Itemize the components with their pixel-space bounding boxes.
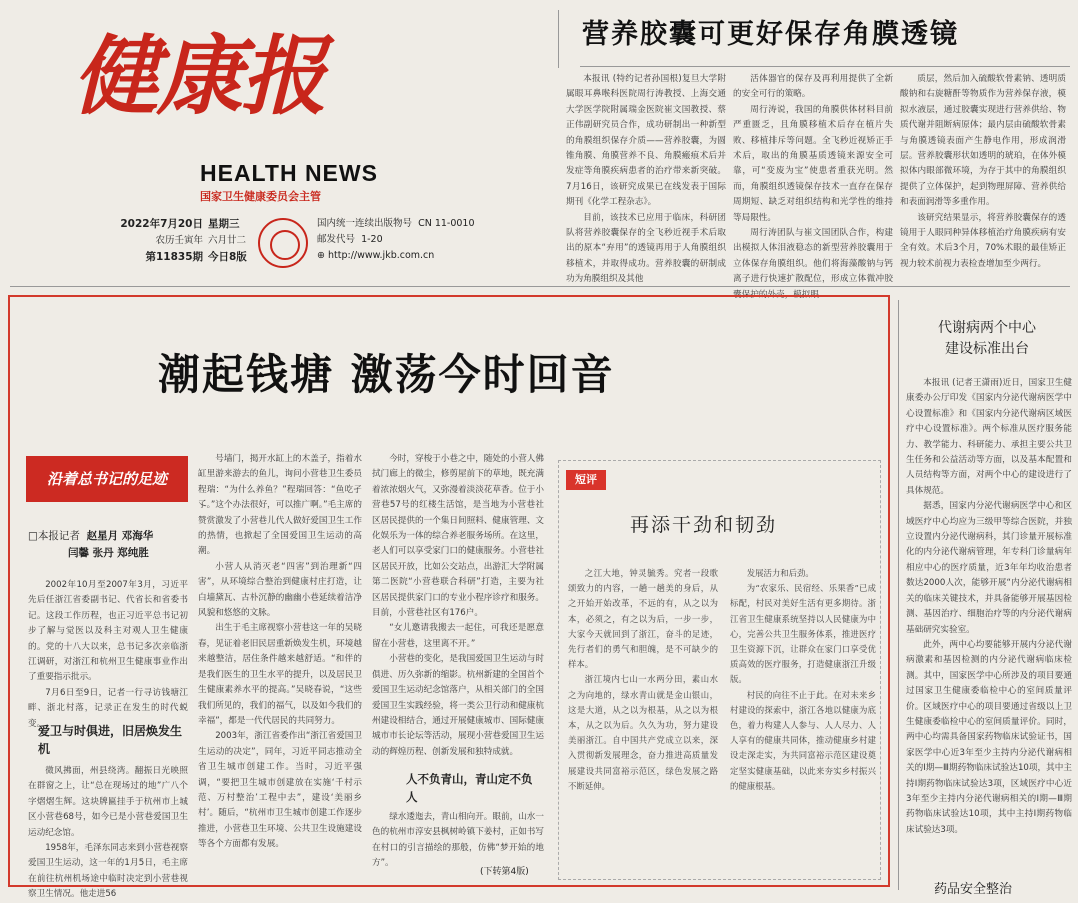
top-article-column-1: 本报讯 (特约记者孙国根)复旦大学附属眼耳鼻喉科医院周行涛教授、上海交通大学医学院附属瑞金医院崔文国教授、蔡正伟副研究员合作，成功研制出一种新型的角膜组织保存介质——营养胶囊，为圆锥角膜、角膜营养不良、角膜瘢痕术后并发症等角膜疾病患者的治疗带来新突破。7月16日，该研究成果已在线发表于国际期刊《化学工程杂志》。 目前，该技术已应用于临床，科研团队将营养胶囊保存的全飞秒近视手术后取出的原本“弃用”的透镜再用于人角膜组织移植术，并取得成功。营养胶囊的研制成功为角膜组织及其他 — [566, 74, 726, 285]
main-column-2: 号墙门，揭开水缸上的木盖子，指着水缸里游来游去的鱼儿，询问小营巷卫生委员程瑞：“为什么养鱼？”程瑞回答：“鱼吃孑孓。”这个办法很好，可以推广啊。”毛主席的赞赏激发了小营巷儿代人做好爱国卫生工作的热情，也掀起了全国爱国卫生运动的高潮。 小营人从消灭老“四害”到治理新“四害”，从环境综合整治到健康村庄打造，让白墙黛瓦、古朴沉静的幽幽小巷延续着洁净风貌和悠悠的文脉。 出生于毛主席视察小营巷这一年的吴晓春，见证着老旧民居重新焕发生机，环境越来越整洁，居住条件越来越舒适。“和伴的是我们医生的卫生水平的提升，以及居民卫生健康素养水平的提高。”吴晓春说，“这些我们所见的，我们的福气，以及如今我们的幸福”，都是一代代居民的共同努力。 2003年，浙江省委作出“浙江省爱国卫生运动的决定”，同年，习近平同志推动全省卫生城市创建工作。当时，习近平强调，“要把卫生城市创建放在实施‘千村示范、万村整治’工程中去”，建设‘美丽乡村’。随后，“杭州市卫生城市创建工作逐步推进，小营巷卫生环境、公共卫生设施建设等各个方面都有发展。 — [198, 454, 362, 850]
section-banner: 沿着总书记的足迹 — [26, 456, 188, 502]
postal-code: 1-20 — [361, 234, 383, 245]
main-column-3-lower: 绿水逶迤去，青山相向开。眼前，山水一色的杭州市淳安县枫树岭镇下姜村，正如书写在村口的引言描绘的那般，仿佛“梦开始的地方”。 — [372, 812, 544, 869]
publication-info: 国内统一连续出版物号 CN 11-0010 邮发代号 1-20 ⊕ http://www.jkb.com.cn — [317, 218, 475, 261]
serial-number: CN 11-0010 — [418, 218, 475, 229]
date-block — [117, 216, 203, 266]
divider — [898, 300, 899, 890]
main-column-3: 今时，穿梭于小巷之中，随处的小营人佛拭门廊上的微尘，修剪屋前下的草地，既充满着浓浓烟火气，又弥漫着淡淡花草香。位于小营巷57号的红楼生活馆，是当地为小营巷社区居民提供的一个集日间照料、健康管理、文化娱乐为一体的综合养老服务场所。在这里，老人们可以享受家门口的健康服务。小营巷社区居民开放，比如公交站点，出游汇大学附属第二医院“小营巷联合科研”打造，主要为社区居民提供家门口的专业小程序诊疗和服务。目前，小营巷社区有176户。 “女儿邀请我搬去一起住，可我还是愿意留在小营巷，这里离不开。” 小营巷的变化，是我国爱国卫生运动与时俱进、历久弥新的缩影。杭州新建的全国首个爱国卫生运动纪念馆落户，从相关部门的全国爱国卫生实践经验，将一类公卫行动和健康杭州建设相结合，通过开展健康城市、国际健康城市市长论坛等活动，展现小营巷爱国卫生运动的辉煌历程、创新发展和独特成就。 — [372, 454, 544, 757]
issue-date: 2022年7月20日 — [120, 218, 203, 230]
newspaper-logo: 健康报 — [67, 26, 345, 127]
sidebar-body: 本报讯 (记者王潇雨)近日，国家卫生健康委办公厅印发《国家内分泌代谢病医学中心设置标准》和《国家内分泌代谢病区域医疗中心设置标准》。两个标准从医疗服务能力、教学能力、科研能力、承担主要公共卫生任务和公益活动等方面，以及基本配置和人员结构等方面，对两个中心的建设进行了具体规范。 据悉，国家内分泌代谢病医学中心和区域医疗中心均应为三级甲等综合医院，并独立设置内分泌代谢病科，其门诊量开展标准化的内分泌代谢病管理，年专科门诊量病年相应中心的医疗质量，近3年年均收治患者数达2000人次，能够开展“内分泌代谢病相关的临床关键技术，并具备能够开展基因检测、基因治疗、细胞治疗等的内分泌代谢病基础研究实验室。 此外，两中心均要能够开展内分泌代谢病激素和基因检测的内分泌代谢病临床检测。其中，国家医学中心所涉及的项目要通过国家卫生健康委临检中心的室间质量评价。区域医疗中心的项目要通过省级以上卫生健康委临检中心的室间质量评价。同时，两中心均需具备国家药物临床试验证书，国家医学中心近3年至少主持内分泌代谢病相关的Ⅰ期—Ⅲ期药物临床试验达10项，其中主持Ⅰ期药物临床试验达3项，区域医疗中心近3年至少主持内分泌代谢病相关的Ⅰ期—Ⅲ期药物临床试验达10项，其中主持Ⅰ期药物临床试验达3项。 — [906, 378, 1072, 835]
sidebar-title: 代谢病两个中心 建设标准出台 — [938, 320, 1036, 357]
divider — [580, 66, 1070, 67]
top-article-column-3: 质层，然后加入硫酸软骨素钠、透明质酸钠和右旋糖酐等物质作为营养保存液，模拟水液层，通过胶囊实现进行营养供给、物质代谢并阻断病原体；最内层由硫酸软骨素与角膜透镜表面产生静电作用，形成润滑层。营养胶囊形状如透明的琥珀，在体外模拟体内眼部微环境，为存于其中的角膜组织提供了立体保护，起到物理屏障、营养供给和表面润滑等多重作用。 该研究结果显示，将营养胶囊保存的透镜用于人眼同种异体移植治疗角膜疾病有安全有效。术后3个月，70%术眼的最佳矫正视力较术前视力表检查增加至少两行。 — [900, 74, 1066, 269]
weekday: 星期三 — [208, 218, 240, 230]
reporters: 赵星月 邓海华 — [86, 530, 154, 542]
day-block — [208, 216, 247, 266]
main-column-1-lower: 微风拂面，州县绕湾。翻振日光映照在群窗之上，让“总在现场过的地”广八个字熠熠生辉。这块牌匾挂手于杭州市上城区小营巷68号，如今已是小营巷爱国卫生运动纪念馆。 1958年，毛泽东同志来到小营巷视察爱国卫生运动，这一年的1月5日，毛主席在前往杭州机场途中临时决定到小营巷视察卫生情况。他走进56 — [28, 766, 188, 900]
byline: □本报记者 赵星月 邓海华 闫馨 张丹 郑纯胜 — [28, 530, 154, 559]
subheading-2: 人不负青山，青山定不负人 — [406, 772, 533, 804]
seal-emblem-icon — [258, 218, 308, 268]
top-article-title: 营养胶囊可更好保存角膜透镜 — [582, 19, 959, 50]
commentary-tag: 短评 — [566, 470, 606, 490]
divider — [10, 286, 1070, 287]
top-article-column-2: 活体器官的保存及再利用提供了全新的安全可行的策略。 周行涛说，我国的角膜供体材料目前严重匮乏，且角膜移植术后存在植片失败、移植排斥等问题。全飞秒近视矫正手术后，取出的角膜基质透镜来源安全可靠，可“变废为宝”使患者重获光明。然而，角膜组织透镜保存技术一直存在保存周期短、缺乏对组织结构和光学性的维持等局限性。 周行涛团队与崔文国团队合作，构建出模拟人体泪液稳态的新型营养胶囊用于立体保存角膜组织。他们将海藻酸钠与钙离子进行快速扩散配位，形成立体微冲胶囊保护的外壳，模拟眼 — [733, 74, 893, 300]
publisher-line: 国家卫生健康委员会主管 — [200, 190, 321, 203]
english-name: HEALTH NEWS — [200, 160, 378, 186]
issue-number: 第11835期 — [145, 251, 203, 263]
main-headline: 潮起钱塘 激荡今时回音 — [158, 350, 615, 399]
continue-note: (下转第4版) — [480, 867, 529, 877]
subheading-1: 爱卫与时俱进，旧居焕发生机 — [38, 724, 183, 756]
commentary-column-2: 发展活力和后劲。 为“农家乐、民宿经、乐果香”已成标配，村民对美好生活有更多期待。浙江省卫生健康系统坚持以人民健康为中心，完善公共卫生服务体系，推进医疗卫生资源下沉，让群众在家门口享受优质高效的医疗服务，打造健康浙江升级版。 村民的向往不止于此。在对未来乡村建设的探索中，浙江各地以健康为底色，着力构建人人参与、人人尽力、人人享有的健康共同体，推动健康乡村建设走深走实，为共同富裕示范区建设奠定坚实健康基础，以此来夯实乡村振兴的健康根基。 — [730, 568, 876, 791]
main-column-1: 2002年10月至2007年3月，习近平先后任浙江省委副书记、代省长和省委书记。这段工作历程，也正习近平总书记初步了解与觉医以及科主对观人卫生健康的。党的十八大以来，总书记多次亲临浙江调研，对浙江和杭州卫生健康事业作出了重要指示批示。 7月6日至9日，记者一行寻访钱塘江畔、浙北村落，记录正在发生的时代蜕变。 — [28, 580, 188, 729]
next-article-title: 药品安全整治 — [934, 882, 1013, 897]
globe-icon: ⊕ — [317, 250, 325, 261]
commentary-title: 再添干劲和韧劲 — [630, 514, 778, 536]
page-count: 今日8版 — [208, 251, 247, 263]
website-link[interactable]: http://www.jkb.com.cn — [328, 250, 435, 261]
commentary-column-1: 之江大地，钟灵毓秀。究者一段歌颂致力的内容，一趟一趟美的身后，从之开始开始改革，不远的有，从之以为本，必须之，有之以为后，一步一步，大家今天就回到了浙江，奋斗的足迹，先行者们的勇气和胆魄，是不可缺少的样本。 浙江境内七山一水两分田，素山水之为向地的，绿水青山就是金山银山，这是大道，从之以为根基，从之以为根本，从之以为后。久久为功，努力建设美丽浙江。自中国共产党成立以来，深入贯彻新发展理念，奋力推进高质量发展建设共同富裕示范区，绿色发展之路不断延伸。 — [568, 568, 718, 791]
lunar-day: 六月廿二 — [208, 235, 247, 246]
divider — [558, 10, 559, 68]
reporters-2: 闫馨 张丹 郑纯胜 — [68, 547, 149, 559]
lunar-year: 农历壬寅年 — [155, 235, 203, 246]
